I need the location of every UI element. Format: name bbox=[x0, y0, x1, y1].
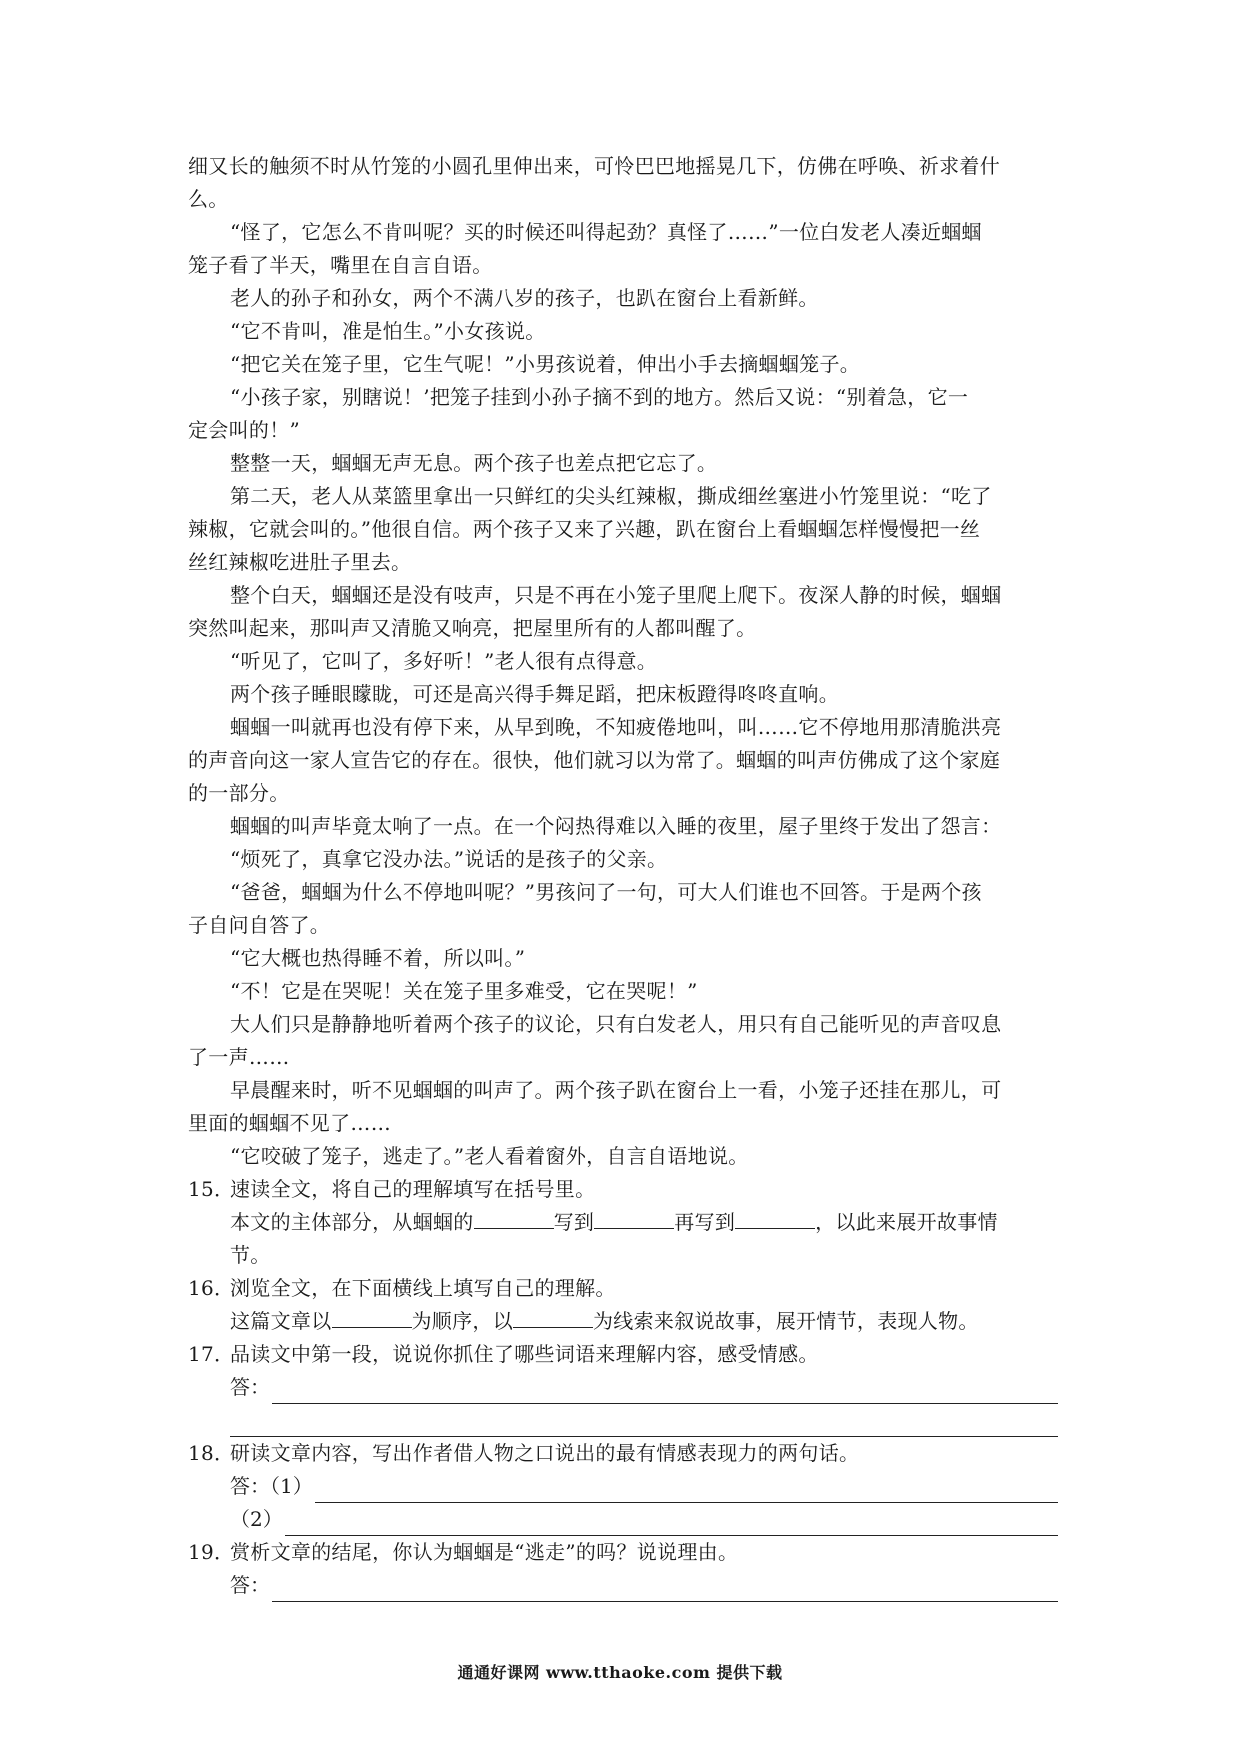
answer-rule[interactable] bbox=[272, 1381, 1058, 1404]
passage-line: 辣椒，它就会叫的。”他很自信。两个孩子又来了兴趣，趴在窗台上看蝈蝈怎样慢慢把一丝 bbox=[188, 517, 981, 541]
answer-rule[interactable] bbox=[285, 1513, 1058, 1536]
question-prompt: 研读文章内容，写出作者借人物之口说出的最有情感表现力的两句话。 bbox=[230, 1441, 860, 1465]
fill-text: ，以此来展开故事情 bbox=[815, 1210, 998, 1234]
question-17-answer-line-2 bbox=[188, 1404, 1058, 1437]
passage-line: 笼子看了半天，嘴里在自言自语。 bbox=[188, 253, 493, 277]
answer-label: 答：（1） bbox=[230, 1474, 313, 1498]
question-18-answer-line-1 bbox=[188, 1470, 1058, 1503]
question-15-continuation: 节。 bbox=[230, 1243, 271, 1267]
passage-line: “小孩子家，别瞎说！’把笼子挂到小孙子摘不到的地方。然后又说：“别着急，它一 bbox=[230, 385, 969, 409]
passage-line: 的一部分。 bbox=[188, 781, 290, 805]
fill-text: 这篇文章以 bbox=[230, 1309, 332, 1333]
passage-line: “烦死了，真拿它没办法。”说话的是孩子的父亲。 bbox=[230, 847, 668, 871]
question-number: 16． bbox=[188, 1276, 235, 1300]
passage-line: “听见了，它叫了，多好听！”老人很有点得意。 bbox=[230, 649, 658, 673]
passage-line: 大人们只是静静地听着两个孩子的议论，只有白发老人，用只有自己能听见的声音叹息 bbox=[230, 1012, 1002, 1036]
question-number: 15． bbox=[188, 1177, 235, 1201]
question-16 bbox=[188, 1272, 1058, 1305]
passage-line: “怪了，它怎么不肯叫呢？买的时候还叫得起劲？真怪了……”一位白发老人凑近蝈蝈 bbox=[230, 220, 982, 244]
passage-line: 第二天，老人从菜篮里拿出一只鲜红的尖头红辣椒，撕成细丝塞进小竹笼里说：“吃了 bbox=[230, 484, 992, 508]
answer-label: （2） bbox=[230, 1507, 283, 1531]
answer-blank[interactable] bbox=[513, 1307, 593, 1328]
fill-text: 为线索来叙说故事，展开情节，表现人物。 bbox=[593, 1309, 979, 1333]
question-prompt: 速读全文，将自己的理解填写在括号里。 bbox=[230, 1177, 596, 1201]
answer-blank[interactable] bbox=[735, 1208, 815, 1229]
answer-blank[interactable] bbox=[332, 1307, 412, 1328]
answer-blank[interactable] bbox=[594, 1208, 674, 1229]
question-number: 18． bbox=[188, 1441, 235, 1465]
question-18-answer-line-2 bbox=[188, 1503, 1058, 1536]
fill-text: 写到 bbox=[553, 1210, 595, 1234]
passage-line: 整整一天，蝈蝈无声无息。两个孩子也差点把它忘了。 bbox=[230, 451, 718, 475]
exam-page bbox=[188, 150, 1058, 1602]
passage-line: 突然叫起来，那叫声又清脆又响亮，把屋里所有的人都叫醒了。 bbox=[188, 616, 757, 640]
passage-line: 整个白天，蝈蝈还是没有吱声，只是不再在小笼子里爬上爬下。夜深人静的时候，蝈蝈 bbox=[230, 583, 1002, 607]
question-19-answer-line bbox=[188, 1569, 1058, 1602]
passage-line: 早晨醒来时，听不见蝈蝈的叫声了。两个孩子趴在窗台上一看，小笼子还挂在那儿，可 bbox=[230, 1078, 1002, 1102]
question-18 bbox=[188, 1437, 1058, 1470]
question-number: 17． bbox=[188, 1342, 235, 1366]
passage-line: 蝈蝈的叫声毕竟太响了一点。在一个闷热得难以入睡的夜里，屋子里终于发出了怨言： bbox=[230, 814, 1002, 838]
answer-blank[interactable] bbox=[474, 1208, 554, 1229]
reading-passage bbox=[188, 150, 1058, 1173]
passage-line: 老人的孙子和孙女，两个不满八岁的孩子，也趴在窗台上看新鲜。 bbox=[230, 286, 819, 310]
passage-line: 细又长的触须不时从竹笼的小圆孔里伸出来，可怜巴巴地摇晃几下，仿佛在呼唤、祈求着什 bbox=[188, 154, 1000, 178]
question-17-answer-line bbox=[188, 1371, 1058, 1404]
question-17 bbox=[188, 1338, 1058, 1371]
passage-line: 定会叫的！” bbox=[188, 418, 301, 442]
answer-rule[interactable] bbox=[315, 1480, 1058, 1503]
passage-line: 子自问自答了。 bbox=[188, 913, 331, 937]
passage-line: 里面的蝈蝈不见了…… bbox=[188, 1111, 391, 1135]
question-number: 19． bbox=[188, 1540, 235, 1564]
passage-line: 的声音向这一家人宣告它的存在。很快，他们就习以为常了。蝈蝈的叫声仿佛成了这个家庭 bbox=[188, 748, 1000, 772]
passage-line: “爸爸，蝈蝈为什么不停地叫呢？”男孩问了一句，可大人们谁也不回答。于是两个孩 bbox=[230, 880, 982, 904]
question-prompt: 赏析文章的结尾，你认为蝈蝈是“逃走”的吗？说说理由。 bbox=[230, 1540, 739, 1564]
passage-line: 蝈蝈一叫就再也没有停下来，从早到晚，不知疲倦地叫，叫……它不停地用那清脆洪亮 bbox=[230, 715, 1002, 739]
passage-line: 了一声…… bbox=[188, 1045, 290, 1069]
passage-line: “不！它是在哭呢！关在笼子里多难受，它在哭呢！” bbox=[230, 979, 698, 1003]
passage-line: “它咬破了笼子，逃走了。”老人看着窗外，自言自语地说。 bbox=[230, 1144, 749, 1168]
answer-label: 答： bbox=[230, 1573, 270, 1597]
fill-text: 为顺序，以 bbox=[411, 1309, 513, 1333]
page-footer: 通通好课网 www.tthaoke.com 提供下载 bbox=[457, 1663, 783, 1682]
question-15 bbox=[188, 1173, 1058, 1206]
passage-line: “它不肯叫，准是怕生。”小女孩说。 bbox=[230, 319, 546, 343]
passage-line: “把它关在笼子里，它生气呢！”小男孩说着，伸出小手去摘蝈蝈笼子。 bbox=[230, 352, 861, 376]
question-16-fill-line bbox=[188, 1305, 1058, 1338]
fill-text: 本文的主体部分，从蝈蝈的 bbox=[230, 1210, 474, 1234]
passage-line: 两个孩子睡眼矇眬，可还是高兴得手舞足蹈，把床板蹬得咚咚直响。 bbox=[230, 682, 839, 706]
question-19 bbox=[188, 1536, 1058, 1569]
passage-line: “它大概也热得睡不着，所以叫。” bbox=[230, 946, 526, 970]
answer-rule[interactable] bbox=[230, 1414, 1058, 1437]
answer-label: 答： bbox=[230, 1375, 270, 1399]
question-prompt: 品读文中第一段，说说你抓住了哪些词语来理解内容，感受情感。 bbox=[230, 1342, 819, 1366]
question-15-fill-line bbox=[188, 1206, 1058, 1239]
answer-rule[interactable] bbox=[272, 1579, 1058, 1602]
fill-text: 再写到 bbox=[674, 1210, 736, 1234]
question-prompt: 浏览全文，在下面横线上填写自己的理解。 bbox=[230, 1276, 616, 1300]
passage-line: 么。 bbox=[188, 187, 229, 211]
passage-line: 丝红辣椒吃进肚子里去。 bbox=[188, 550, 412, 574]
